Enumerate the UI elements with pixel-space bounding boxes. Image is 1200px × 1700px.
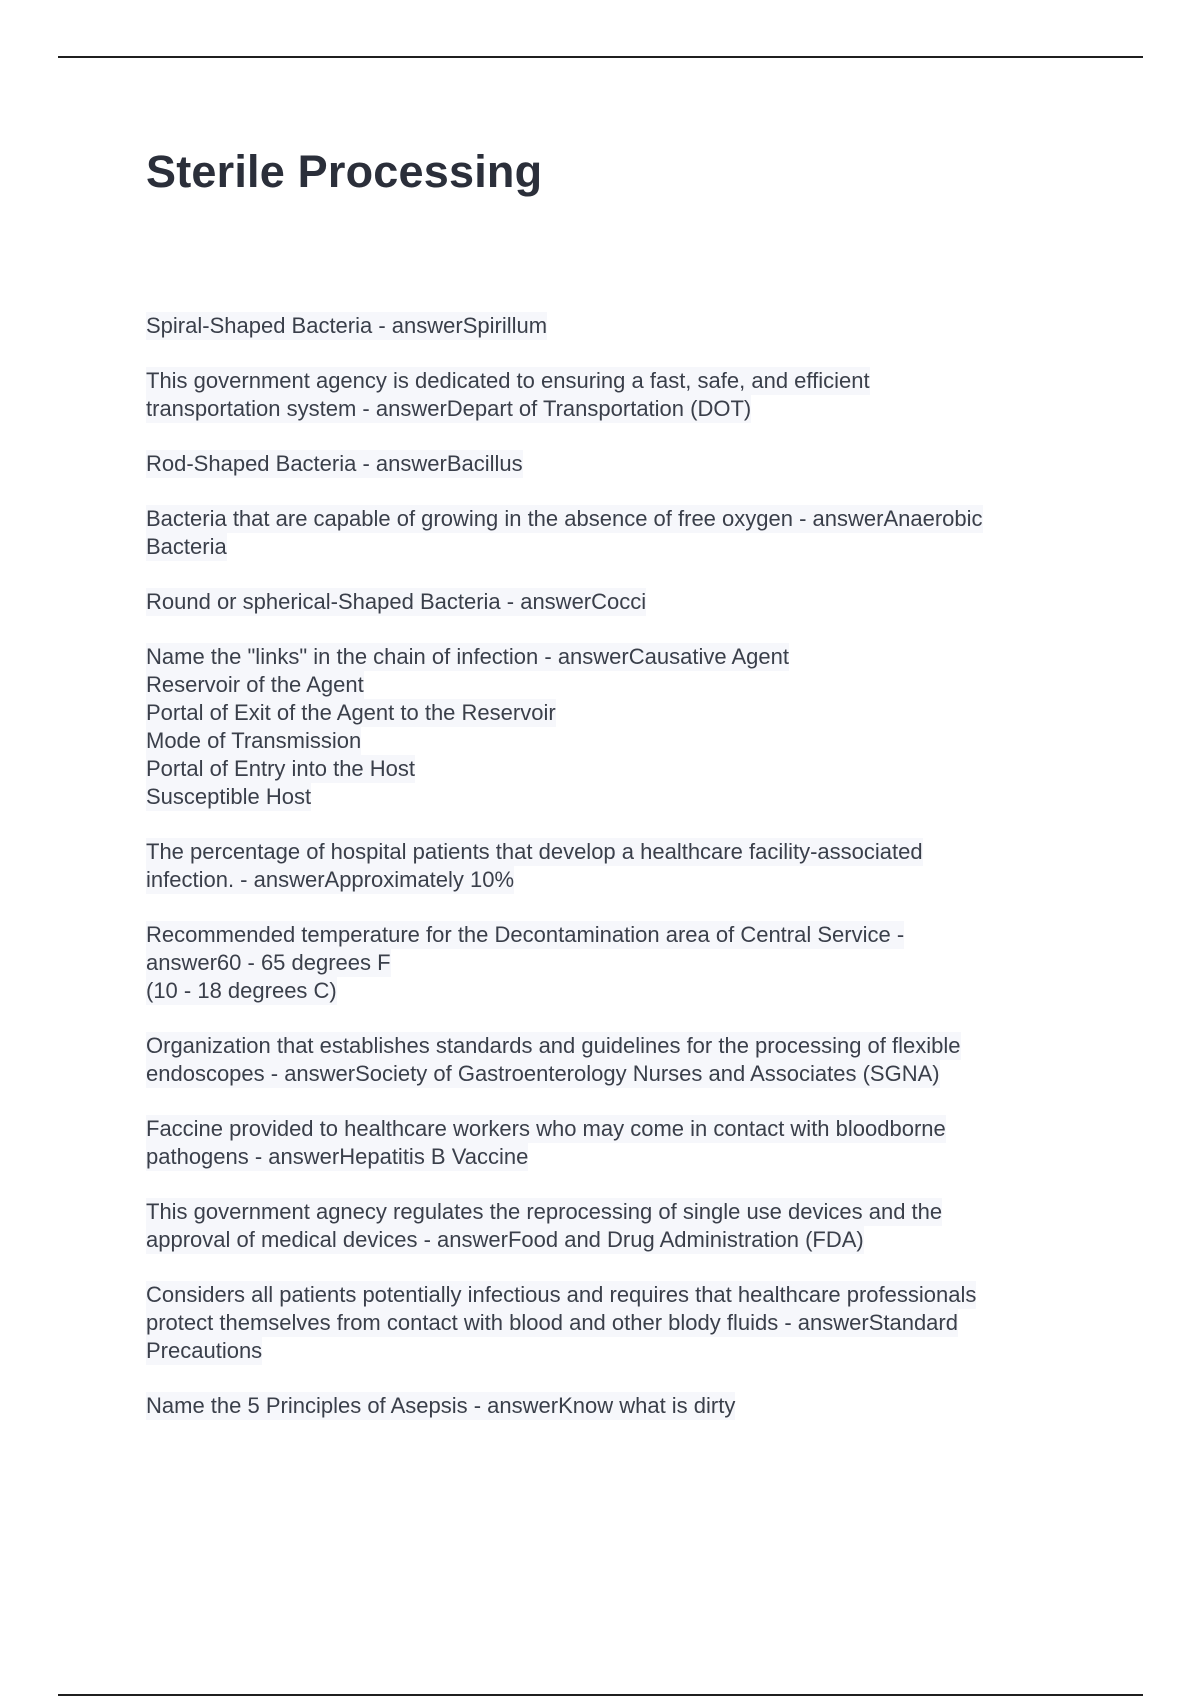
qa-line: Name the "links" in the chain of infection - answerCausative Agent (146, 644, 789, 669)
qa-item (146, 588, 1086, 616)
qa-line: pathogens - answerHepatitis B Vaccine (146, 1144, 529, 1169)
qa-line: Susceptible Host (146, 784, 312, 809)
qa-line: answer60 - 65 degrees F (146, 950, 391, 975)
qa-line: Reservoir of the Agent (146, 672, 364, 697)
qa-line: The percentage of hospital patients that develop a healthcare facility-associated (146, 839, 923, 864)
qa-line: Name the 5 Principles of Asepsis - answerKnow what is dirty (146, 1393, 736, 1418)
qa-line: Considers all patients potentially infectious and requires that healthcare professionals (146, 1282, 977, 1307)
qa-line: Spiral-Shaped Bacteria - answerSpirillum (146, 313, 548, 338)
qa-line: Organization that establishes standards and guidelines for the processing of flexible (146, 1033, 961, 1058)
qa-line: Portal of Entry into the Host (146, 756, 416, 781)
qa-item (146, 505, 1086, 561)
qa-line: This government agency is dedicated to ensuring a fast, safe, and efficient (146, 368, 870, 393)
qa-line: Faccine provided to healthcare workers who may come in contact with bloodborne (146, 1116, 946, 1141)
qa-line: endoscopes - answerSociety of Gastroenterology Nurses and Associates (SGNA) (146, 1061, 940, 1086)
qa-line: transportation system - answerDepart of Transportation (DOT) (146, 396, 752, 421)
qa-item (146, 367, 1086, 423)
qa-list (146, 312, 1086, 1447)
qa-line: Portal of Exit of the Agent to the Reservoir (146, 700, 556, 725)
qa-line: Bacteria (146, 534, 227, 559)
qa-line: Bacteria that are capable of growing in the absence of free oxygen - answerAnaerobic (146, 506, 983, 531)
page-title: Sterile Processing (146, 146, 543, 197)
qa-item (146, 1392, 1086, 1420)
bottom-divider (58, 1694, 1143, 1696)
qa-line: (10 - 18 degrees C) (146, 978, 337, 1003)
qa-line: Rod-Shaped Bacteria - answerBacillus (146, 451, 523, 476)
qa-item (146, 838, 1086, 894)
qa-item (146, 1198, 1086, 1254)
top-divider (58, 56, 1143, 58)
qa-item (146, 450, 1086, 478)
qa-item (146, 312, 1086, 340)
qa-line: approval of medical devices - answerFood and Drug Administration (FDA) (146, 1227, 864, 1252)
qa-item (146, 1032, 1086, 1088)
qa-line: infection. - answerApproximately 10% (146, 867, 515, 892)
qa-item (146, 1281, 1086, 1365)
qa-line: protect themselves from contact with blood and other blody fluids - answerStandard (146, 1310, 958, 1335)
qa-line: Mode of Transmission (146, 728, 362, 753)
qa-line: Round or spherical-Shaped Bacteria - answerCocci (146, 589, 647, 614)
qa-item (146, 643, 1086, 811)
qa-item (146, 1115, 1086, 1171)
qa-line: Precautions (146, 1338, 263, 1363)
qa-item (146, 921, 1086, 1005)
qa-line: Recommended temperature for the Decontamination area of Central Service - (146, 922, 905, 947)
qa-line: This government agnecy regulates the reprocessing of single use devices and the (146, 1199, 943, 1224)
